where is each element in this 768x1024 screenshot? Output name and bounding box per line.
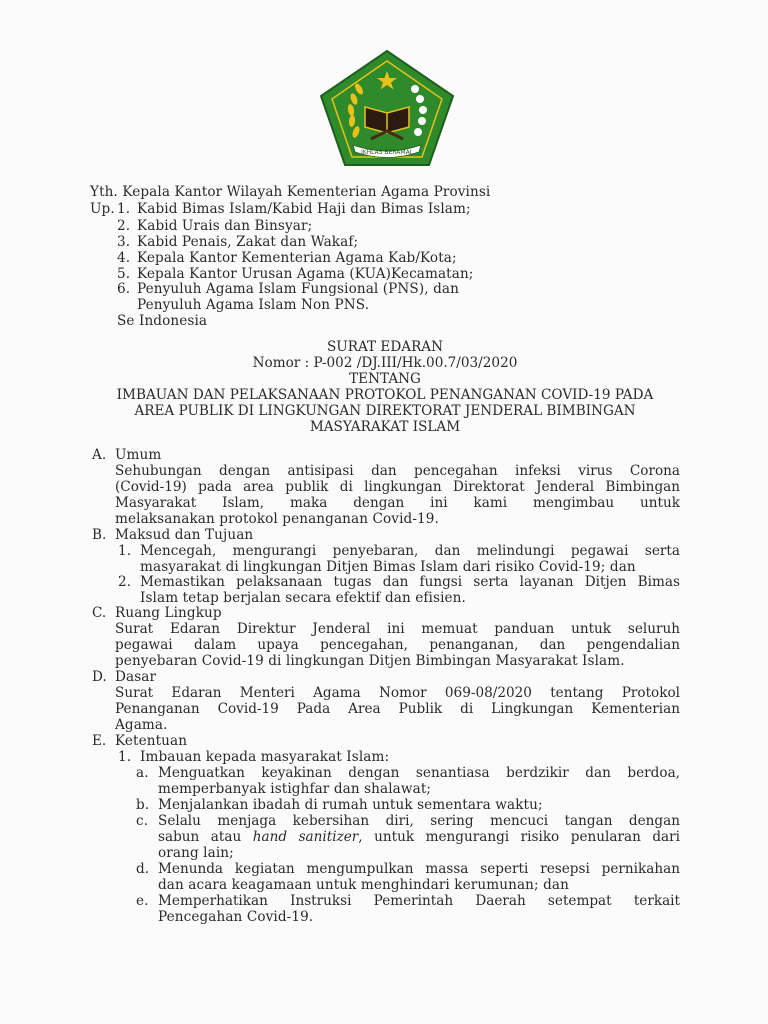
up-prefix: Up. [90, 201, 115, 217]
section-b-item-1-line-2: masyarakat di lingkungan Ditjen Bimas Islam dari risiko Covid-19; dan [140, 559, 636, 575]
recipient-item-3: Kabid Penais, Zakat dan Wakaf; [137, 234, 359, 250]
section-e-title: Ketentuan [115, 733, 188, 749]
section-e-label: E. [92, 733, 107, 749]
recipient-location: Se Indonesia [117, 313, 208, 329]
section-a-line-1: Sehubungan dengan antisipasi dan pencegahan infeksi virus Corona [115, 463, 680, 479]
recipient-item-2: Kabid Urais dan Binsyar; [137, 218, 313, 234]
section-a-label: A. [92, 447, 107, 463]
section-b-item-2-line-2: Islam tetap berjalan secara efektif dan efisien. [140, 590, 466, 606]
section-b-num-2: 2. [118, 574, 132, 590]
section-e-item-c-line-1: Selalu menjaga kebersihan diri, sering mencuci tangan dengan [158, 813, 680, 829]
section-e-item-a-line-1: Menguatkan keyakinan dengan senantiasa berdzikir dan berdoa, [158, 765, 680, 781]
section-a-title: Umum [115, 447, 162, 463]
recipient-item-1: Kabid Bimas Islam/Kabid Haji dan Bimas Islam; [137, 201, 471, 217]
section-e-item-a-line-2: memperbanyak istighfar dan shalawat; [158, 781, 432, 797]
section-e-item-c-line-3: orang lain; [158, 845, 234, 861]
section-b-num-1: 1. [118, 543, 132, 559]
section-d-label: D. [92, 669, 107, 685]
section-d-title: Dasar [115, 669, 157, 685]
section-e-sub-num: 1. [118, 749, 132, 765]
section-c-line-1: Surat Edaran Direktur Jenderal ini memuat panduan untuk seluruh [115, 621, 680, 637]
recipient-num-2: 2. [117, 218, 131, 234]
section-c-line-3: penyebaran Covid-19 di lingkungan Ditjen Bimbingan Masyarakat Islam. [115, 653, 625, 669]
section-c-line-2: pegawai dalam upaya pencegahan, penanganan, dan pengendalian [115, 637, 680, 653]
recipient-num-5: 5. [117, 266, 131, 282]
section-a-line-2: (Covid-19) pada area publik di lingkungan Direktorat Jenderal Bimbingan [115, 479, 680, 495]
recipient-greeting: Yth. Kepala Kantor Wilayah Kementerian Agama Provinsi [90, 184, 491, 200]
letter-title-line-2: AREA PUBLIK DI LINGKUNGAN DIREKTORAT JENDERAL BIMBINGAN [134, 403, 636, 419]
recipient-item-6-cont: Penyuluh Agama Islam Non PNS. [137, 297, 370, 313]
recipient-item-4: Kepala Kantor Kementerian Agama Kab/Kota; [137, 250, 457, 266]
letter-title-line-1: IMBAUAN DAN PELAKSANAAN PROTOKOL PENANGANAN COVID-19 PADA [116, 387, 654, 403]
section-c-label: C. [92, 605, 107, 621]
letter-type: SURAT EDARAN [326, 339, 444, 355]
recipient-num-6: 6. [117, 281, 131, 297]
section-e-item-e-line-1: Memperhatikan Instruksi Pemerintah Daerah setempat terkait [158, 893, 680, 909]
letter-title-line-3: MASYARAKAT ISLAM [309, 419, 461, 435]
section-e-letter-a: a. [136, 765, 149, 781]
section-b-title: Maksud dan Tujuan [115, 527, 254, 543]
section-d-line-2: Penanganan Covid-19 Pada Area Publik di Lingkungan Kementerian [115, 701, 680, 717]
section-b-item-2-line-1: Memastikan pelaksanaan tugas dan fungsi serta layanan Ditjen Bimas [140, 574, 680, 590]
section-b-label: B. [92, 527, 107, 543]
section-b-item-1-line-1: Mencegah, mengurangi penyebaran, dan melindungi pegawai serta [140, 543, 680, 559]
section-d-line-3: Agama. [115, 717, 168, 733]
recipient-item-5: Kepala Kantor Urusan Agama (KUA)Kecamatan; [137, 266, 474, 282]
section-a-line-4: melaksanakan protokol penanganan Covid-19. [115, 511, 439, 527]
section-e-letter-c: c. [136, 813, 149, 829]
recipient-item-6: Penyuluh Agama Islam Fungsional (PNS), dan [137, 281, 459, 297]
section-d-line-1: Surat Edaran Menteri Agama Nomor 069-08/2020 tentang Protokol [115, 685, 680, 701]
hand-sanitizer-term: hand sanitizer [252, 829, 359, 845]
section-a-line-3: Masyarakat Islam, maka dengan ini kami mengimbau untuk [115, 495, 680, 511]
section-e-letter-b: b. [136, 797, 150, 813]
section-e-item-d-line-1: Menunda kegiatan mengumpulkan massa seperti resepsi pernikahan [158, 861, 680, 877]
section-e-item-c-line-2-post: , untuk mengurangi risiko penularan dari [358, 829, 680, 845]
section-c-title: Ruang Lingkup [115, 605, 222, 621]
section-e-letter-e: e. [136, 893, 149, 909]
ministry-emblem [319, 49, 455, 167]
recipient-num-1: 1. [117, 201, 131, 217]
section-e-item-d-line-2: dan acara keagamaan untuk menghindari kerumunan; dan [158, 877, 569, 893]
section-e-item-c-line-2 [158, 829, 680, 845]
recipient-num-4: 4. [117, 250, 131, 266]
section-e-letter-d: d. [136, 861, 150, 877]
section-e-item-e-line-2: Pencegahan Covid-19. [158, 909, 314, 925]
emblem-motto: IKHLAS BERAMAL [360, 149, 414, 156]
letter-number: Nomor : P-002 /DJ.III/Hk.00.7/03/2020 [252, 355, 518, 371]
letter-about: TENTANG [349, 371, 421, 387]
section-e-item-c-line-2-pre: sabun atau [158, 829, 253, 845]
section-e-item-b-line-1: Menjalankan ibadah di rumah untuk sementara waktu; [158, 797, 543, 813]
recipient-num-3: 3. [117, 234, 131, 250]
section-e-sub-title: Imbauan kepada masyarakat Islam: [140, 749, 390, 765]
